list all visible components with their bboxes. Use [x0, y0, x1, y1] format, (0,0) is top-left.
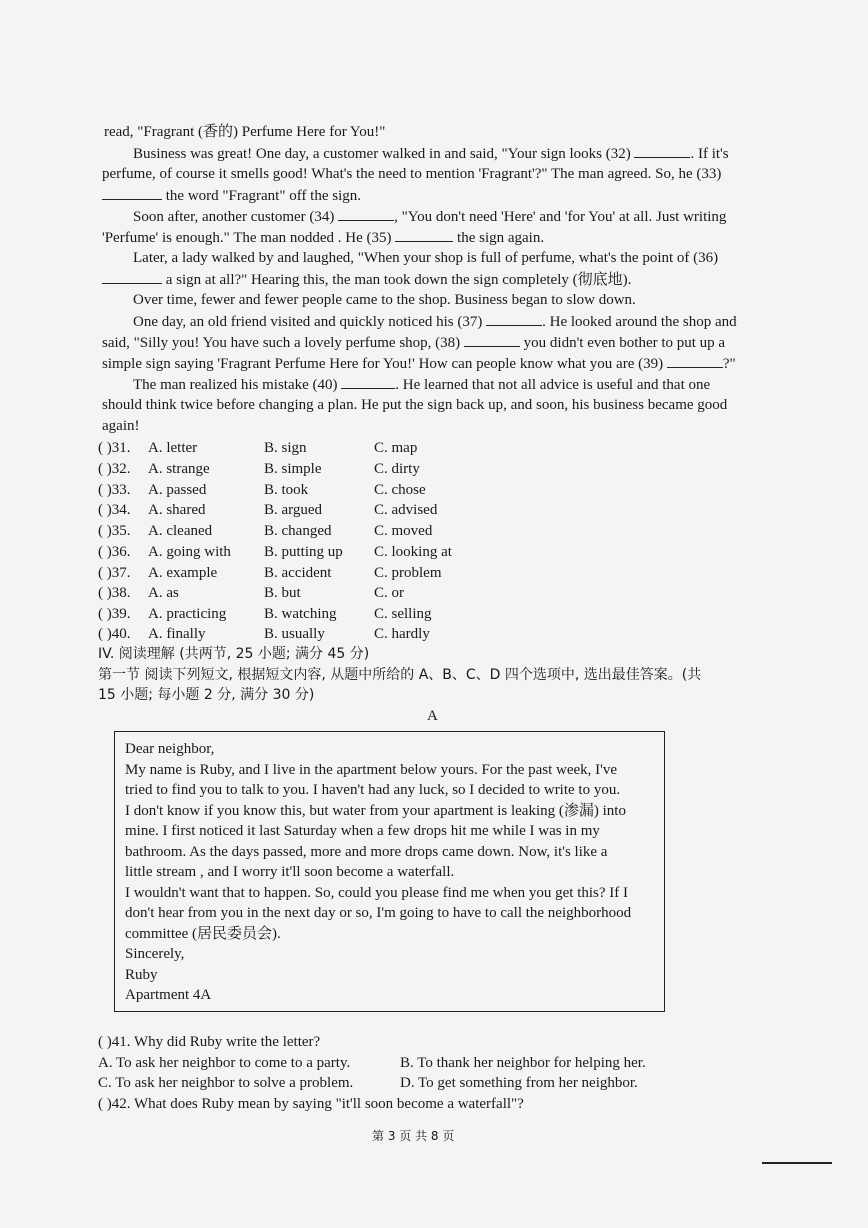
question-number[interactable]: ( )35. — [98, 523, 131, 539]
passage-line: The man realized his mistake (40) . He learned that not all advice is useful and that one — [133, 374, 710, 396]
option-c[interactable]: C. or — [374, 585, 404, 601]
question-number[interactable]: ( )34. — [98, 502, 131, 518]
passage-line: again! — [102, 418, 140, 434]
letter-line: My name is Ruby, and I live in the apartment below yours. For the past week, I've — [125, 762, 618, 778]
part-label: A — [427, 708, 438, 724]
question-41: ( )41. Why did Ruby write the letter? — [98, 1034, 321, 1050]
option-b[interactable]: B. accident — [264, 565, 332, 581]
option-b[interactable]: B. took — [264, 482, 309, 498]
passage-line: simple sign saying 'Fragrant Perfume Here for You!' How can people know what you are (39) ?" — [102, 353, 736, 375]
question-number[interactable]: ( )39. — [98, 606, 131, 622]
letter-apartment: Apartment 4A — [125, 987, 212, 1003]
letter-line: bathroom. As the days passed, more and more drops came down. Now, it's like a — [125, 844, 608, 860]
option-a[interactable]: A. as — [148, 585, 179, 601]
passage-line: 'Perfume' is enough." The man nodded . He (35) the sign again. — [102, 227, 544, 249]
passage-line: said, "Silly you! You have such a lovely perfume shop, (38) you didn't even bother to put up a — [102, 332, 725, 354]
option-a[interactable]: A. letter — [148, 440, 198, 456]
option-a[interactable]: A. going with — [148, 544, 231, 560]
passage-line: Soon after, another customer (34) , "You don't need 'Here' and 'for You' at all. Just writing — [133, 206, 726, 228]
option-a[interactable]: A. strange — [148, 461, 210, 477]
question-number[interactable]: ( )40. — [98, 626, 131, 642]
option-b[interactable]: B. argued — [264, 502, 323, 518]
passage-line: read, "Fragrant (香的) Perfume Here for You!" — [104, 124, 386, 140]
blank-40[interactable] — [341, 374, 395, 389]
footer-rule — [762, 1162, 832, 1164]
question-42: ( )42. What does Ruby mean by saying "it'll soon become a waterfall"? — [98, 1096, 524, 1112]
question-number[interactable]: ( )33. — [98, 482, 131, 498]
question-41-option-d[interactable]: D. To get something from her neighbor. — [400, 1075, 638, 1091]
passage-line: Over time, fewer and fewer people came to the shop. Business began to slow down. — [133, 292, 636, 308]
passage-line: Business was great! One day, a customer walked in and said, "Your sign looks (32) . If it's — [133, 143, 729, 165]
letter-line: don't hear from you in the next day or so, I'm going to have to call the neighborhood — [125, 905, 632, 921]
option-c[interactable]: C. selling — [374, 606, 432, 622]
section-instructions: 第一节 阅读下列短文, 根据短文内容, 从题中所给的 A、B、C、D 四个选项中, 选出最佳答案。(共 — [98, 667, 702, 683]
letter-line: tried to find you to talk to you. I haven't had any luck, so I decided to write to you. — [125, 782, 621, 798]
question-number[interactable]: ( )31. — [98, 440, 131, 456]
letter-line: mine. I first noticed it last Saturday when a few drops hit me while I was in my — [125, 823, 600, 839]
option-a[interactable]: A. passed — [148, 482, 207, 498]
letter-closing: Sincerely, — [125, 946, 185, 962]
option-b[interactable]: B. watching — [264, 606, 337, 622]
option-c[interactable]: C. hardly — [374, 626, 430, 642]
passage-line: a sign at all?" Hearing this, the man took down the sign completely (彻底地). — [102, 269, 631, 291]
option-b[interactable]: B. simple — [264, 461, 322, 477]
option-c[interactable]: C. moved — [374, 523, 433, 539]
option-c[interactable]: C. chose — [374, 482, 426, 498]
option-a[interactable]: A. finally — [148, 626, 206, 642]
blank-36[interactable] — [102, 269, 162, 284]
option-a[interactable]: A. cleaned — [148, 523, 213, 539]
letter-line: I don't know if you know this, but water from your apartment is leaking (渗漏) into — [125, 803, 626, 819]
option-b[interactable]: B. usually — [264, 626, 325, 642]
option-a[interactable]: A. practicing — [148, 606, 227, 622]
option-b[interactable]: B. putting up — [264, 544, 343, 560]
letter-greeting: Dear neighbor, — [125, 741, 215, 757]
blank-38[interactable] — [464, 332, 520, 347]
option-c[interactable]: C. problem — [374, 565, 442, 581]
blank-34[interactable] — [338, 206, 394, 221]
question-number[interactable]: ( )36. — [98, 544, 131, 560]
question-41-option-c[interactable]: C. To ask her neighbor to solve a problem. — [98, 1075, 354, 1091]
blank-32[interactable] — [634, 143, 690, 158]
option-a[interactable]: A. shared — [148, 502, 206, 518]
option-b[interactable]: B. sign — [264, 440, 307, 456]
blank-35[interactable] — [395, 227, 453, 242]
question-41-option-a[interactable]: A. To ask her neighbor to come to a party. — [98, 1055, 351, 1071]
letter-signature: Ruby — [125, 967, 158, 983]
page-number: 第 3 页 共 8 页 — [372, 1129, 455, 1143]
option-c[interactable]: C. map — [374, 440, 418, 456]
passage-line: Later, a lady walked by and laughed, "When your shop is full of perfume, what's the point of (36) — [133, 250, 719, 266]
question-41-option-b[interactable]: B. To thank her neighbor for helping her. — [400, 1055, 646, 1071]
blank-39[interactable] — [667, 353, 723, 368]
letter-line: I wouldn't want that to happen. So, could you please find me when you get this? If I — [125, 885, 629, 901]
option-b[interactable]: B. but — [264, 585, 301, 601]
blank-33[interactable] — [102, 185, 162, 200]
section-instructions: 15 小题; 每小题 2 分, 满分 30 分) — [98, 687, 315, 703]
option-c[interactable]: C. looking at — [374, 544, 452, 560]
passage-line: the word "Fragrant" off the sign. — [102, 185, 361, 207]
passage-line: should think twice before changing a plan. He put the sign back up, and soon, his business became good — [102, 397, 728, 413]
option-c[interactable]: C. advised — [374, 502, 438, 518]
passage-line: perfume, of course it smells good! What's the need to mention 'Fragrant'?" The man agreed. So, he (33) — [102, 166, 722, 182]
option-a[interactable]: A. example — [148, 565, 218, 581]
question-number[interactable]: ( )38. — [98, 585, 131, 601]
question-number[interactable]: ( )37. — [98, 565, 131, 581]
letter-line: little stream , and I worry it'll soon become a waterfall. — [125, 864, 455, 880]
section-heading: IV. 阅读理解 (共两节, 25 小题; 满分 45 分) — [98, 646, 370, 662]
passage-line: One day, an old friend visited and quickly noticed his (37) . He looked around the shop and — [133, 311, 737, 333]
letter-line: committee (居民委员会). — [125, 926, 281, 942]
question-number[interactable]: ( )32. — [98, 461, 131, 477]
option-c[interactable]: C. dirty — [374, 461, 420, 477]
blank-37[interactable] — [486, 311, 542, 326]
option-b[interactable]: B. changed — [264, 523, 332, 539]
